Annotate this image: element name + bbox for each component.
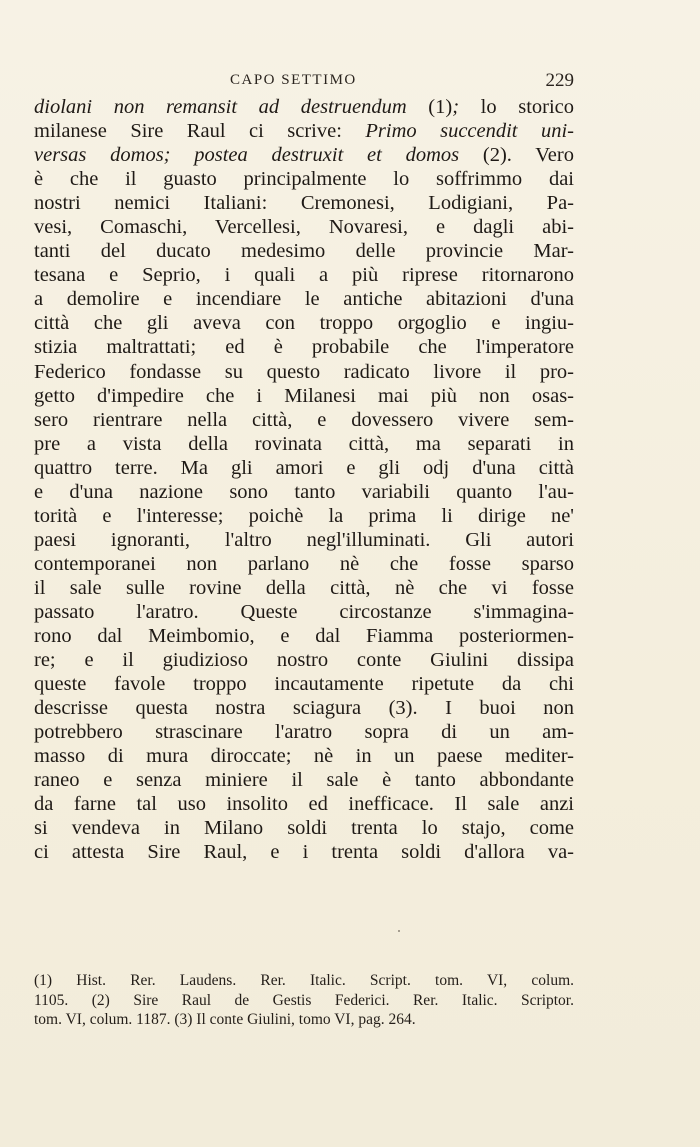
text-line [34, 696, 574, 720]
text-run: stizia maltrattati; ed è probabile che l'imperatore [34, 336, 574, 359]
text-run: sero rientrare nella città, e dovessero vivere sem- [34, 408, 574, 431]
page-number: 229 [545, 70, 574, 91]
footnotes [34, 971, 574, 1030]
text-line [34, 552, 574, 576]
text-run: e d'una nazione sono tanto variabili quanto l'au- [34, 480, 574, 503]
text-line [34, 816, 574, 840]
italic-text: versas domos; postea destruxit et domos [34, 144, 460, 167]
text-run: tesana e Seprio, i quali a più riprese ritornarono [34, 264, 574, 287]
text-run: a demolire e incendiare le antiche abitazioni d'una [34, 288, 574, 311]
text-run: re; e il giudizioso nostro conte Giulini dissipa [34, 649, 574, 672]
text-run: quattro terre. Ma gli amori e gli odj d'una città [34, 456, 574, 479]
text-run: (1) [406, 96, 453, 118]
text-line [34, 768, 574, 792]
text-run: milanese Sire Raul ci scrive: [34, 120, 366, 143]
text-line [34, 287, 574, 311]
text-line [34, 408, 574, 432]
ink-speck [398, 930, 400, 932]
text-line [34, 239, 574, 263]
text-line [34, 384, 574, 408]
page-header [34, 70, 574, 96]
text-run: il sale sulle rovine della città, nè che vi fosse [34, 576, 574, 599]
text-line [34, 672, 574, 696]
text-run: contemporanei non parlano nè che fosse sparso [34, 552, 574, 575]
text-line [34, 215, 574, 239]
text-line [34, 624, 574, 648]
text-line [34, 143, 574, 167]
text-run: potrebbero strascinare l'aratro sopra di un am- [34, 721, 574, 744]
text-run: queste favole troppo incautamente ripetute da chi [34, 673, 574, 696]
text-run: (2). Vero [459, 144, 574, 167]
text-line [34, 480, 574, 504]
text-run: città che gli aveva con troppo orgoglio e ingiu- [34, 312, 574, 335]
italic-text: ; [452, 96, 481, 118]
text-run: ci attesta Sire Raul, e i trenta soldi d'allora va- [34, 841, 574, 864]
text-line [34, 432, 574, 456]
text-run: tanti del ducato medesimo delle provincie Mar- [34, 240, 574, 263]
footnote-line: tom. VI, colum. 1187. (3) Il conte Giulini, tomo VI, pag. 264. [34, 1011, 416, 1028]
text-line [34, 576, 574, 600]
text-line [34, 95, 574, 119]
text-line [34, 840, 574, 864]
text-run: masso di mura diroccate; nè in un paese mediter- [34, 745, 574, 768]
text-line [34, 792, 574, 816]
text-line [34, 119, 574, 143]
text-line [34, 504, 574, 528]
body-text [34, 95, 574, 865]
text-run: è che il guasto principalmente lo soffrimmo dai [34, 168, 574, 191]
text-run: rono dal Meimbomio, e dal Fiamma posteriormen- [34, 625, 574, 648]
text-line [34, 600, 574, 624]
text-line [34, 648, 574, 672]
text-line [34, 335, 574, 359]
italic-text: diolani non remansit ad destruendum [34, 96, 407, 118]
text-run: paesi ignoranti, l'altro negl'illuminati. Gli autori [34, 528, 574, 551]
text-line [34, 744, 574, 768]
text-run: raneo e senza miniere il sale è tanto abbondante [34, 769, 574, 792]
text-line [34, 263, 574, 287]
text-run: getto d'impedire che i Milanesi mai più non osas- [34, 384, 574, 407]
text-run: passato l'aratro. Queste circostanze s'immagina- [34, 600, 574, 623]
text-line [34, 167, 574, 191]
text-run: lo storico [480, 96, 574, 118]
italic-text: Primo succendit uni- [365, 120, 574, 143]
text-line [34, 360, 574, 384]
text-run: descrisse questa nostra sciagura (3). I buoi non [34, 697, 574, 720]
text-line [34, 720, 574, 744]
running-head: CAPO SETTIMO [230, 72, 357, 88]
text-run: pre a vista della rovinata città, ma separati in [34, 432, 574, 455]
text-run: nostri nemici Italiani: Cremonesi, Lodigiani, Pa- [34, 192, 574, 215]
text-line [34, 311, 574, 335]
text-run: Federico fondasse su questo radicato livore il pro- [34, 360, 574, 383]
text-run: si vendeva in Milano soldi trenta lo stajo, come [34, 817, 574, 840]
text-line [34, 456, 574, 480]
text-run: torità e l'interesse; poichè la prima li dirige ne' [34, 504, 574, 527]
text-run: vesi, Comaschi, Vercellesi, Novaresi, e dagli abi- [34, 216, 574, 239]
footnote-line: 1105. (2) Sire Raul de Gestis Federici. Rer. Italic. Scriptor. [34, 991, 574, 1009]
text-run: da farne tal uso insolito ed inefficace. Il sale anzi [34, 793, 574, 816]
text-line [34, 191, 574, 215]
text-line [34, 528, 574, 552]
footnote-line: (1) Hist. Rer. Laudens. Rer. Italic. Script. tom. VI, colum. [34, 972, 574, 989]
